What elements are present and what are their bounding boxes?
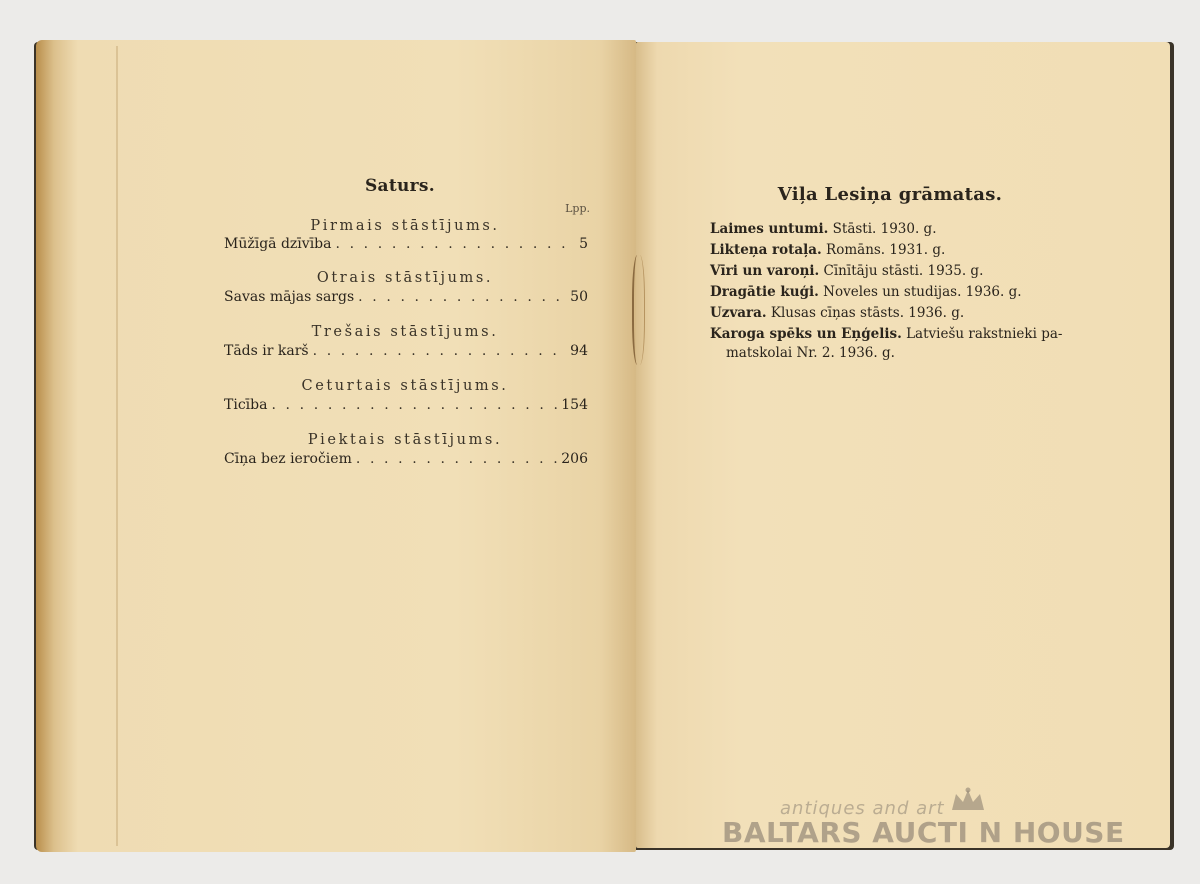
- book-title: Dragātie kuģi.: [710, 284, 819, 300]
- page-column-label: Lpp.: [565, 202, 590, 215]
- section-heading-4: Ceturtais stāstījums.: [301, 378, 509, 394]
- toc-title: Saturs.: [364, 176, 436, 196]
- toc-entry: Tāds ir karš: [224, 343, 309, 359]
- book-entry-1: [710, 220, 1070, 239]
- open-book: [28, 40, 1174, 852]
- leader-dots: [313, 343, 567, 359]
- toc-page-number: 5: [579, 236, 588, 252]
- toc-row-5: [224, 451, 588, 471]
- leader-dots: [271, 397, 557, 413]
- book-detail: Cīnītāju stāsti. 1935. g.: [823, 263, 984, 279]
- section-heading-3: Trešais stāstījums.: [311, 324, 499, 340]
- book-title: Likteņa rotaļa.: [710, 242, 822, 258]
- book-detail-continued: matskolai Nr. 2. 1936. g.: [726, 345, 895, 361]
- toc-entry: Savas mājas sargs: [224, 289, 355, 305]
- watermark-name: BALTARS AUCTI N HOUSE: [722, 816, 1125, 849]
- toc-page-number: 94: [570, 343, 588, 359]
- toc-entry: Mūžīgā dzīvība: [224, 236, 332, 252]
- toc-page-number: 50: [570, 289, 588, 305]
- toc-entry: Cīņa bez ieročiem: [224, 451, 352, 467]
- binding-thread: [626, 255, 648, 375]
- section-heading-1: Pirmais stāstījums.: [310, 218, 500, 234]
- book-detail: Romāns. 1931. g.: [826, 242, 946, 258]
- section-heading-5: Piektais stāstījums.: [307, 432, 503, 448]
- toc-page-number: 154: [561, 397, 588, 413]
- book-detail: Latviešu rakstnieki pa-: [906, 326, 1063, 342]
- book-entry-4: [710, 283, 1070, 302]
- book-title: Karoga spēks un Eņģelis.: [710, 326, 902, 342]
- book-detail: Klusas cīņas stāsts. 1936. g.: [770, 305, 965, 321]
- right-page: [636, 42, 1170, 848]
- book-entry-3: [710, 262, 1070, 281]
- toc-row-4: [224, 397, 588, 417]
- book-detail: Noveles un studijas. 1936. g.: [823, 284, 1022, 300]
- book-entry-6: [710, 325, 1070, 363]
- toc-page-number: 206: [561, 451, 588, 467]
- toc-entry: Ticība: [224, 397, 268, 413]
- toc-row-2: [224, 289, 588, 309]
- section-heading-2: Otrais stāstījums.: [316, 270, 494, 286]
- leader-dots: [358, 289, 566, 305]
- toc-row-3: [224, 343, 588, 363]
- watermark-tagline: antiques and art: [780, 798, 945, 819]
- leader-dots: [356, 451, 557, 467]
- book-entry-5: [710, 304, 1070, 323]
- crown-icon: [948, 786, 988, 816]
- book-entry-2: [710, 241, 1070, 260]
- book-detail: Stāsti. 1930. g.: [832, 221, 937, 237]
- book-title: Uzvara.: [710, 305, 767, 321]
- toc-row-1: [224, 236, 588, 256]
- book-title: Laimes untumi.: [710, 221, 829, 237]
- book-title: Vīri un varoņi.: [710, 263, 820, 279]
- leader-dots: [335, 236, 575, 252]
- books-list-title: Viļa Lesiņa grāmatas.: [777, 184, 1003, 205]
